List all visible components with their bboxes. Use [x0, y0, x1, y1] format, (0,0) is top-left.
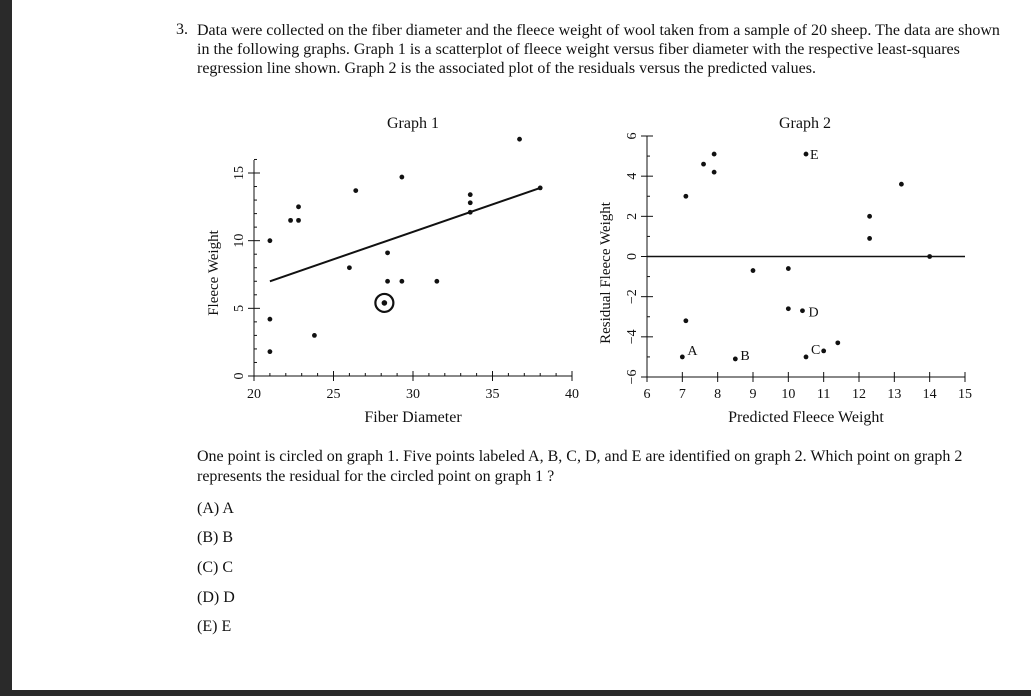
x-axis-label: Fiber Diameter — [364, 409, 462, 426]
choice-text: B — [222, 529, 233, 546]
choice-letter: (C) — [197, 559, 219, 576]
x-tick-label: 9 — [749, 387, 757, 402]
choice-e[interactable] — [197, 617, 231, 637]
data-point — [835, 340, 840, 345]
choice-b[interactable] — [197, 528, 233, 548]
data-point — [347, 265, 352, 270]
choice-c[interactable] — [197, 558, 233, 578]
chart-title: Graph 1 — [387, 115, 439, 132]
data-point — [899, 182, 904, 187]
x-tick-label: 15 — [958, 387, 972, 402]
x-tick-label: 11 — [816, 387, 831, 402]
data-point — [927, 254, 932, 259]
choice-letter: (D) — [197, 589, 220, 606]
data-point — [712, 170, 717, 175]
data-point — [701, 162, 706, 167]
y-tick-label: 0 — [232, 372, 248, 380]
choice-letter: (A) — [197, 500, 220, 517]
point-label: B — [740, 348, 750, 364]
point-label: E — [810, 148, 819, 164]
data-point — [385, 279, 390, 284]
choice-a[interactable] — [197, 499, 234, 519]
data-point — [786, 266, 791, 271]
data-point — [353, 188, 358, 193]
x-tick-label: 13 — [887, 387, 902, 402]
y-tick-label: 2 — [625, 212, 641, 220]
choice-letter: (E) — [197, 618, 218, 635]
data-point — [786, 306, 791, 311]
x-tick-label: 14 — [922, 387, 937, 402]
x-axis-label: Predicted Fleece Weight — [728, 409, 884, 426]
x-tick-label: 30 — [406, 387, 420, 402]
data-point — [867, 236, 872, 241]
data-point — [468, 200, 473, 205]
point-label: D — [808, 305, 819, 321]
x-tick-label: 35 — [485, 387, 500, 402]
data-point — [296, 218, 301, 223]
data-point — [751, 268, 756, 273]
data-point — [538, 185, 543, 190]
x-tick-label: 6 — [643, 387, 651, 402]
labeled-residual-point — [733, 357, 738, 362]
y-tick-label: 0 — [625, 253, 641, 260]
y-tick-label: 6 — [625, 132, 641, 140]
x-tick-label: 20 — [247, 387, 261, 402]
data-point — [867, 214, 872, 219]
labeled-residual-point — [680, 355, 685, 360]
regression-line — [270, 188, 540, 281]
data-point — [434, 279, 439, 284]
data-point — [517, 137, 522, 142]
x-tick-label: 7 — [678, 387, 686, 402]
choice-text: A — [222, 500, 234, 517]
y-axis-label: Residual Fleece Weight — [598, 202, 614, 344]
y-tick-label: −2 — [625, 289, 641, 305]
y-tick-label: 5 — [232, 304, 248, 312]
data-point — [385, 250, 390, 255]
data-point — [683, 318, 688, 323]
chart-title: Graph 2 — [779, 115, 831, 132]
x-tick-label: 12 — [852, 387, 866, 402]
data-point — [821, 348, 826, 353]
data-point — [288, 218, 293, 223]
point-label: A — [687, 343, 698, 359]
data-point — [399, 175, 404, 180]
x-tick-label: 8 — [714, 387, 722, 402]
labeled-residual-point — [804, 152, 809, 157]
y-tick-label: 4 — [625, 172, 641, 180]
data-point — [712, 152, 717, 157]
y-axis-label: Fleece Weight — [206, 230, 222, 316]
choice-d[interactable] — [197, 588, 235, 608]
data-point — [268, 238, 273, 243]
data-point — [268, 349, 273, 354]
x-tick-label: 10 — [781, 387, 796, 402]
choice-text: C — [222, 559, 233, 576]
question-stem: Data were collected on the fiber diameter and the fleece weight of wool taken from a sample of 20 sheep. The data are shown in the following graphs. Graph 1 is a scatterplot of fleece weight versus fiber diameter with the respective least-squares regression line shown. Graph 2 is the associated plot of the residuals versus the predicted values. — [197, 22, 1000, 77]
data-point — [399, 279, 404, 284]
labeled-residual-point — [804, 355, 809, 360]
question-number: 3. — [176, 21, 188, 38]
x-tick-label: 25 — [326, 387, 341, 402]
choice-letter: (B) — [197, 529, 219, 546]
choice-text: D — [223, 589, 235, 606]
data-point — [296, 204, 301, 209]
labeled-residual-point — [800, 308, 805, 313]
circled-data-point — [382, 300, 388, 306]
data-point — [468, 210, 473, 215]
window-bottom-edge — [0, 690, 1031, 696]
choice-text: E — [221, 618, 232, 635]
y-tick-label: 10 — [232, 233, 248, 248]
data-point — [268, 317, 273, 322]
data-point — [312, 333, 317, 338]
x-tick-label: 40 — [565, 387, 579, 402]
data-point — [468, 192, 473, 197]
y-tick-label: −4 — [625, 329, 641, 345]
y-tick-label: 15 — [232, 166, 248, 180]
question-prompt: One point is circled on graph 1. Five points labeled A, B, C, D, and E are identified on graph 2. Which point on graph 2 represents the residual for the circled point on graph 1 ? — [197, 448, 963, 485]
data-point — [683, 194, 688, 199]
y-tick-label: −6 — [625, 369, 641, 385]
point-label: C — [811, 342, 821, 358]
